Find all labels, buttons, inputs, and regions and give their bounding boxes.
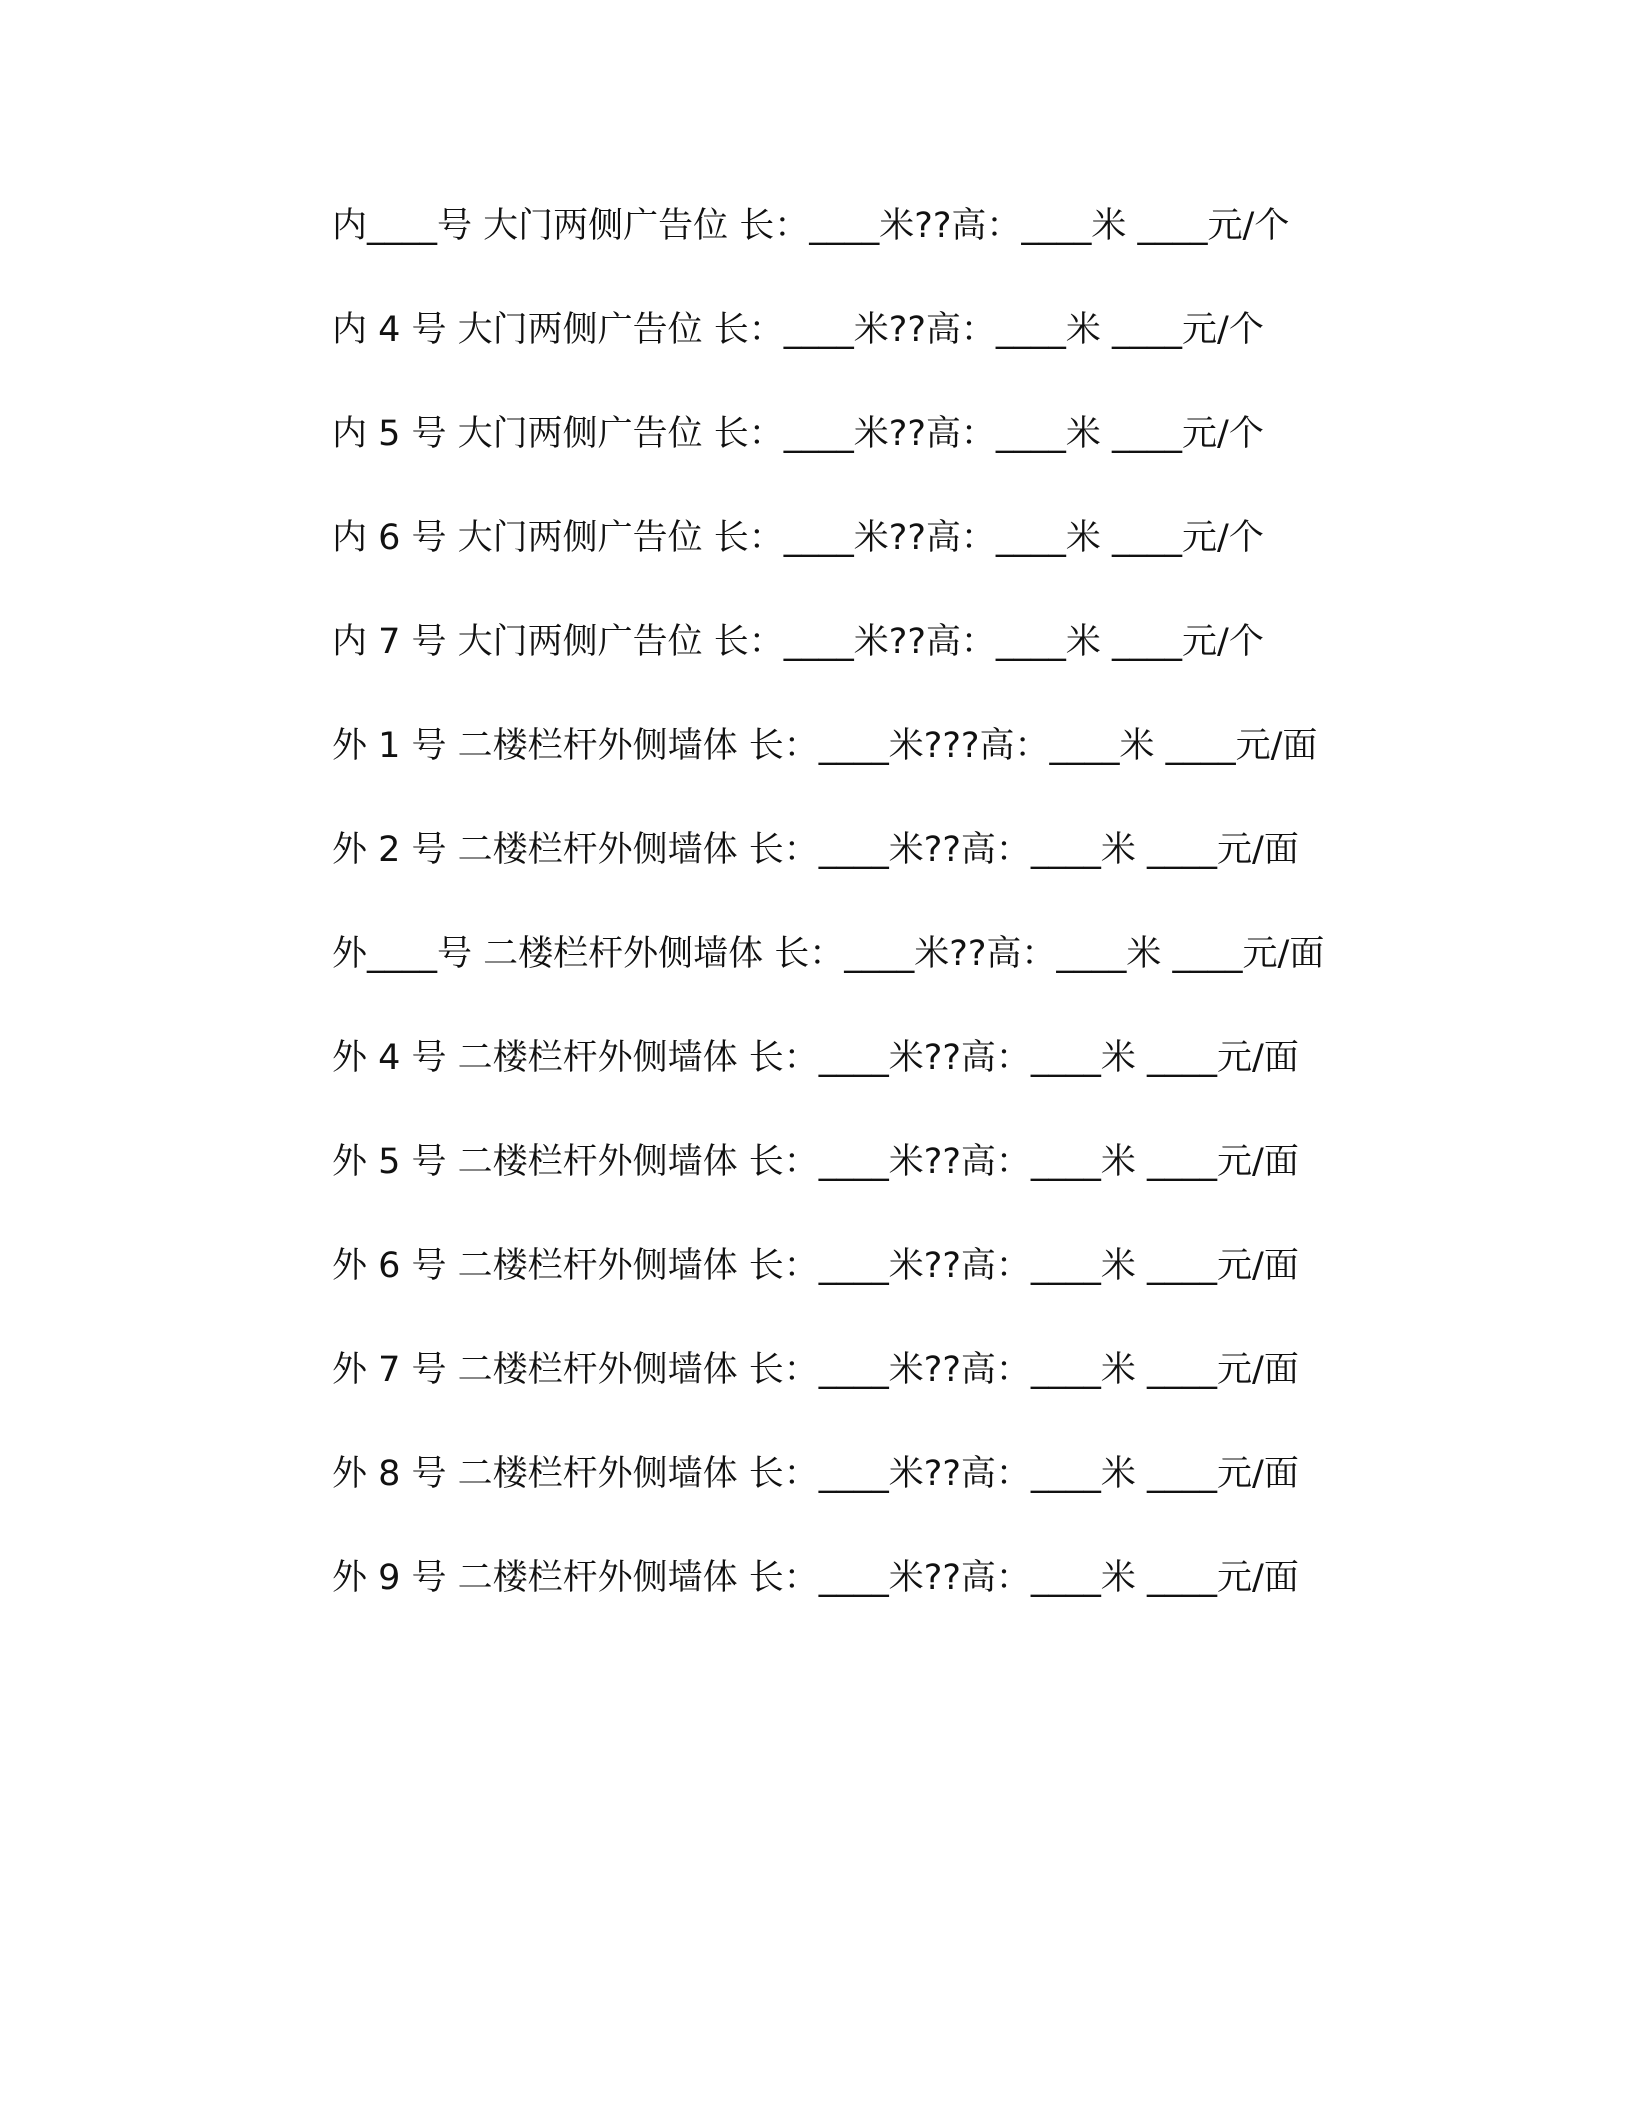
ad-line-inner-blank: 内____号 大门两侧广告位 长：____米??高：____米 ____元/个 [332,206,1290,246]
ad-line-outer-4: 外 4 号 二楼栏杆外侧墙体 长：____米??高：____米 ____元/面 [332,1038,1299,1078]
ad-line-outer-2: 外 2 号 二楼栏杆外侧墙体 长：____米??高：____米 ____元/面 [332,830,1299,870]
ad-line-outer-6: 外 6 号 二楼栏杆外侧墙体 长：____米??高：____米 ____元/面 [332,1246,1299,1286]
ad-line-outer-9: 外 9 号 二楼栏杆外侧墙体 长：____米??高：____米 ____元/面 [332,1558,1299,1598]
ad-line-inner-4: 内 4 号 大门两侧广告位 长：____米??高：____米 ____元/个 [332,310,1264,350]
document-body [240,190,1370,1646]
ad-line-outer-8: 外 8 号 二楼栏杆外侧墙体 长：____米??高：____米 ____元/面 [332,1454,1299,1494]
ad-line-outer-5: 外 5 号 二楼栏杆外侧墙体 长：____米??高：____米 ____元/面 [332,1142,1299,1182]
ad-line-outer-1: 外 1 号 二楼栏杆外侧墙体 长：____米???高：____米 ____元/面 [332,726,1318,766]
ad-line-outer-blank: 外____号 二楼栏杆外侧墙体 长：____米??高：____米 ____元/面 [332,934,1325,974]
ad-line-outer-7: 外 7 号 二楼栏杆外侧墙体 长：____米??高：____米 ____元/面 [332,1350,1299,1390]
ad-line-inner-5: 内 5 号 大门两侧广告位 长：____米??高：____米 ____元/个 [332,414,1264,454]
ad-line-inner-6: 内 6 号 大门两侧广告位 长：____米??高：____米 ____元/个 [332,518,1264,558]
ad-line-inner-7: 内 7 号 大门两侧广告位 长：____米??高：____米 ____元/个 [332,622,1264,662]
